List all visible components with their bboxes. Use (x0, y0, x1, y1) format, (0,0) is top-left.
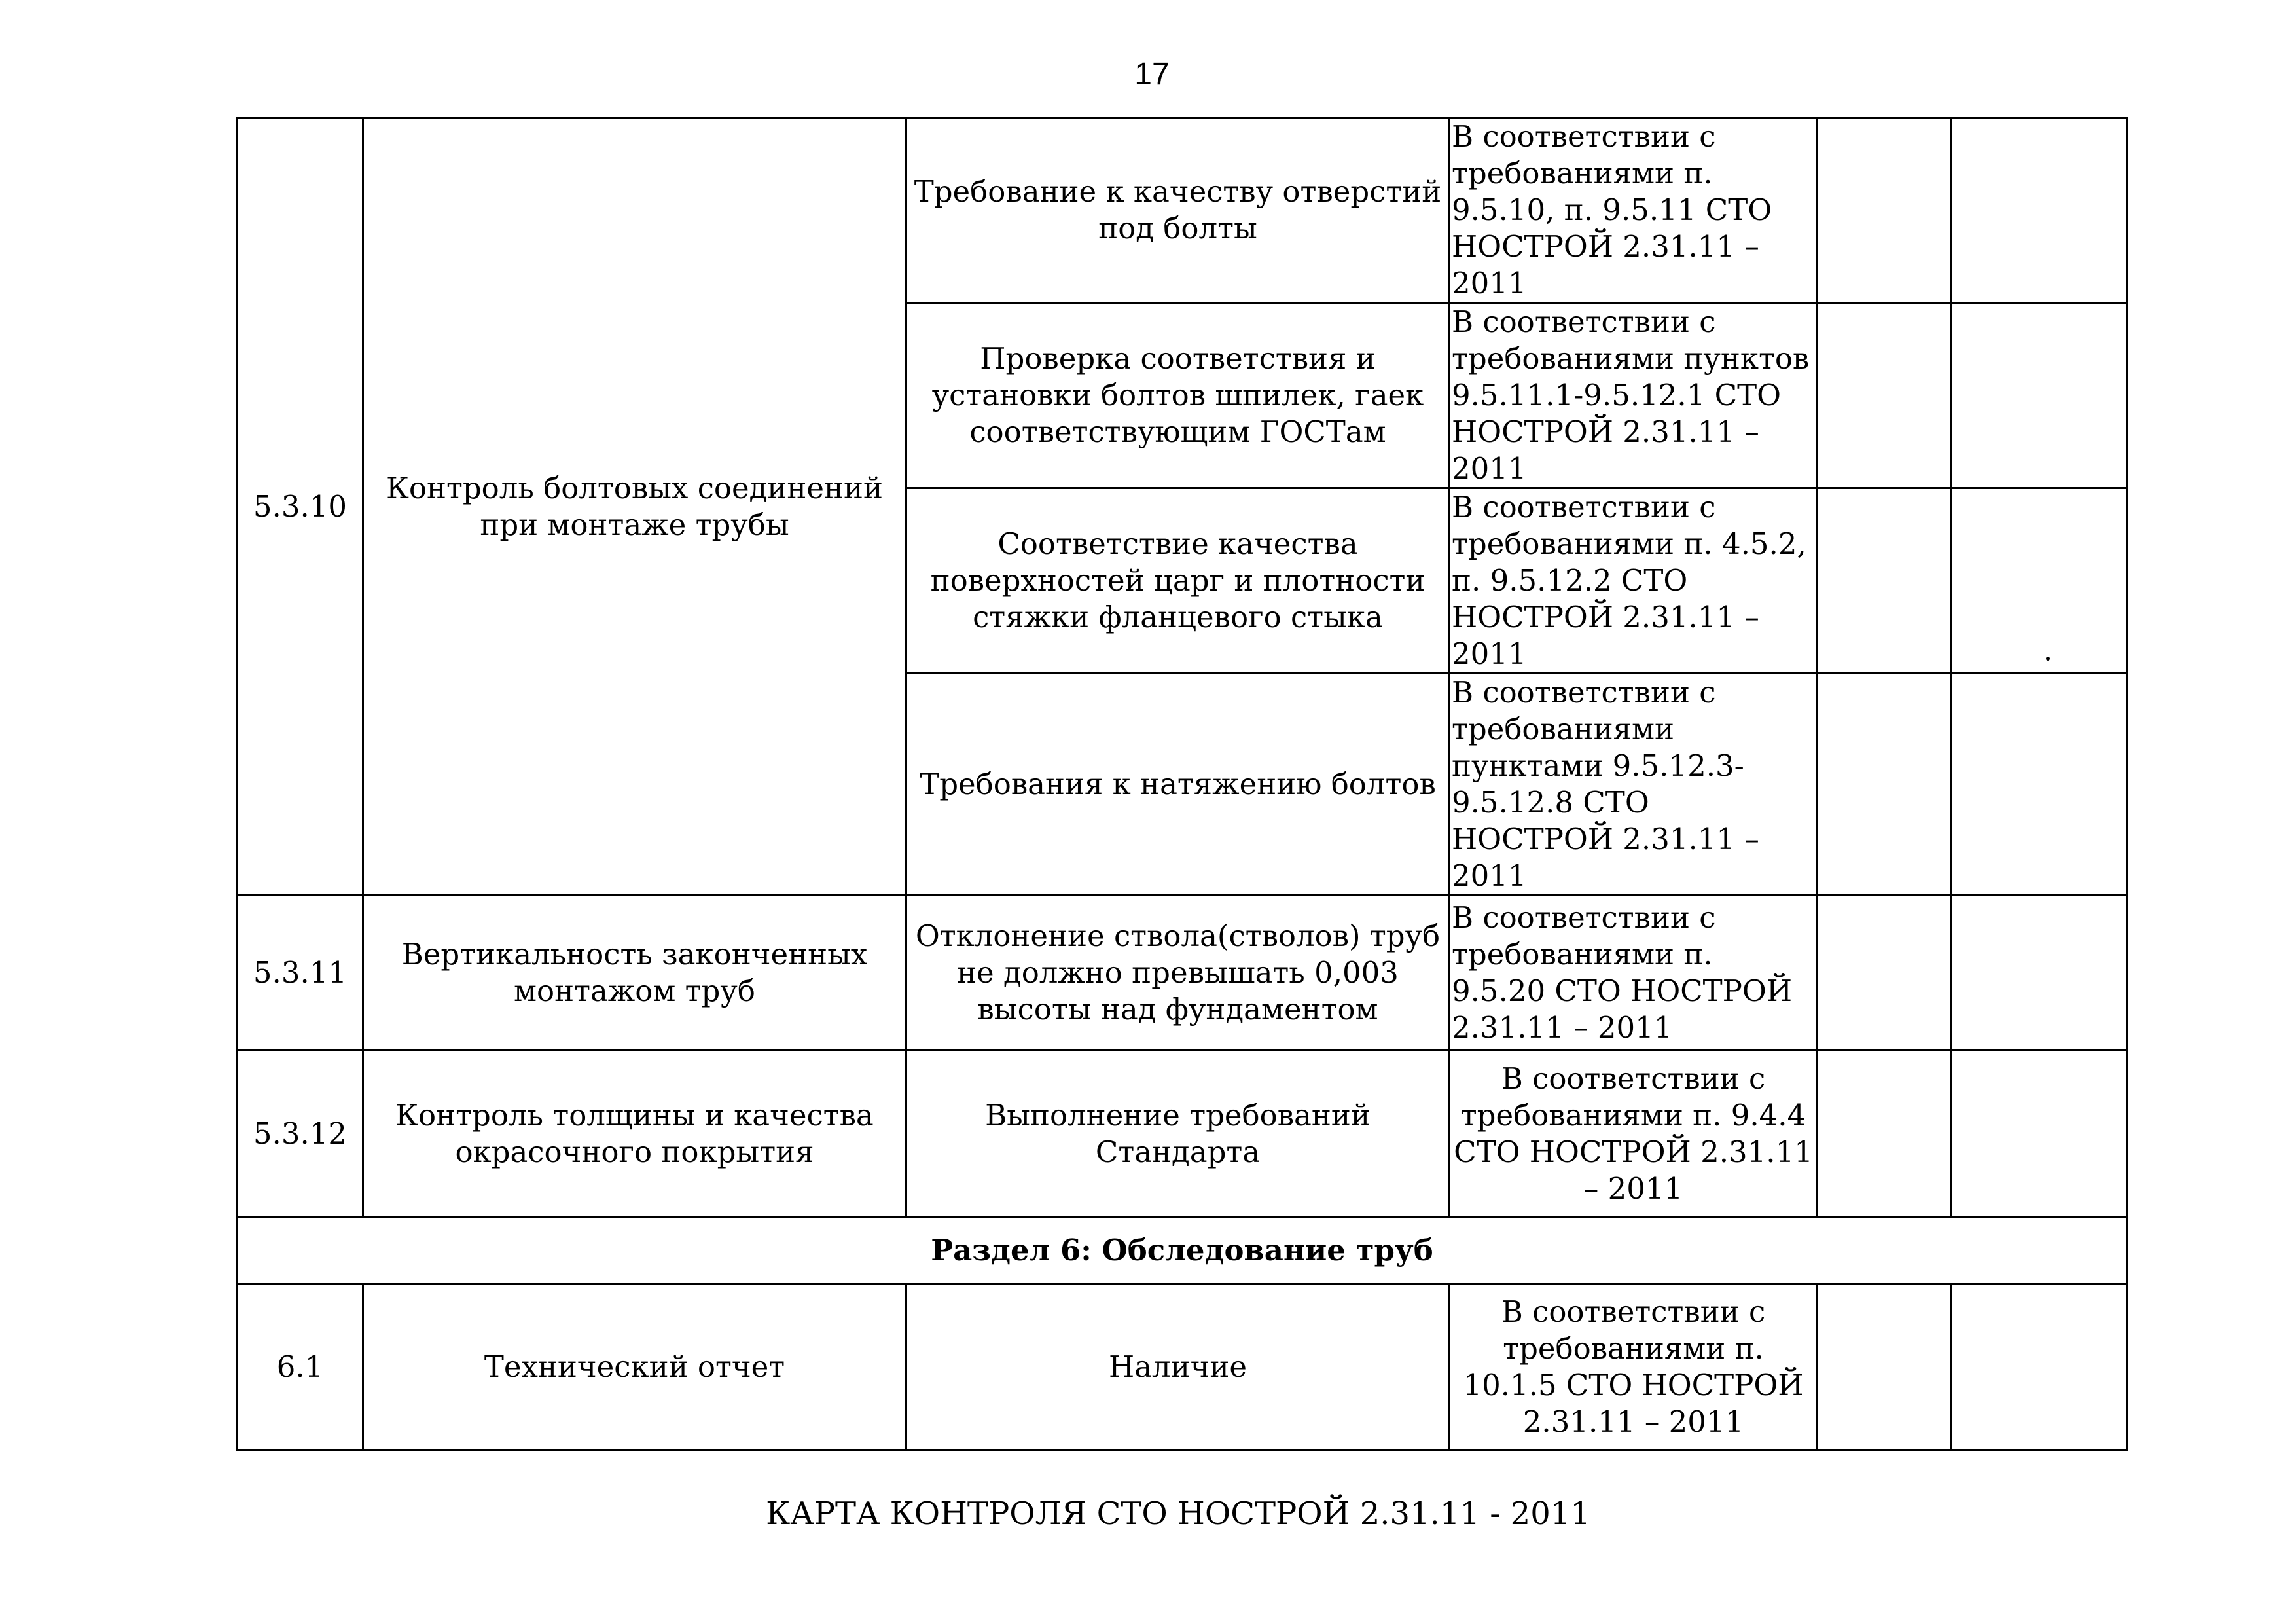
page-number: 17 (1134, 57, 1170, 92)
reference-cell: В соответствии с требованиями пунктов 9.5.11.1-9.5.12.1 СТО НОСТРОЙ 2.31.11 – 2011 (1450, 303, 1818, 488)
empty-cell (1818, 1285, 1951, 1450)
reference-cell: В соответствии с требованиями п. 9.4.4 СТО НОСТРОЙ 2.31.11 – 2011 (1450, 1051, 1818, 1217)
reference-cell: В соответствии с требованиями пунктами 9.5.12.3-9.5.12.8 СТО НОСТРОЙ 2.31.11 – 2011 (1450, 674, 1818, 896)
control-table (236, 117, 2128, 1451)
item-name-cell: Вертикальность законченных монтажом труб (363, 896, 906, 1051)
item-name-cell: Контроль болтовых соединений при монтаже трубы (363, 118, 906, 896)
item-number-cell: 5.3.10 (238, 118, 363, 896)
requirement-cell: Наличие (906, 1285, 1450, 1450)
requirement-cell: Требование к качеству отверстий под болты (906, 118, 1450, 303)
section-title: Раздел 6: Обследование труб (238, 1217, 2127, 1285)
section-header-row (238, 1217, 2127, 1285)
empty-cell (1951, 896, 2127, 1051)
table-row (238, 118, 2127, 303)
item-number-cell: 6.1 (238, 1285, 363, 1450)
empty-cell (1951, 118, 2127, 303)
stray-dot-mark (2046, 657, 2050, 661)
empty-cell (1818, 1051, 1951, 1217)
table-row (238, 896, 2127, 1051)
requirement-cell: Проверка соответствия и установки болтов шпилек, гаек соответствующим ГОСТам (906, 303, 1450, 488)
requirement-cell: Отклонение ствола(стволов) труб не должно превышать 0,003 высоты над фундаментом (906, 896, 1450, 1051)
reference-cell: В соответствии с требованиями п. 4.5.2, п. 9.5.12.2 СТО НОСТРОЙ 2.31.11 – 2011 (1450, 488, 1818, 674)
empty-cell (1818, 674, 1951, 896)
item-number-cell: 5.3.12 (238, 1051, 363, 1217)
empty-cell (1818, 118, 1951, 303)
reference-cell: В соответствии с требованиями п. 9.5.20 СТО НОСТРОЙ 2.31.11 – 2011 (1450, 896, 1818, 1051)
requirement-cell: Выполнение требований Стандарта (906, 1051, 1450, 1217)
item-name-cell: Контроль толщины и качества окрасочного покрытия (363, 1051, 906, 1217)
item-name-cell: Технический отчет (363, 1285, 906, 1450)
empty-cell (1951, 488, 2127, 674)
requirement-cell: Соответствие качества поверхностей царг и плотности стяжки фланцевого стыка (906, 488, 1450, 674)
table-row (238, 1051, 2127, 1217)
item-number-cell: 5.3.11 (238, 896, 363, 1051)
table-row (238, 1285, 2127, 1450)
footer-title: КАРТА КОНТРОЛЯ СТО НОСТРОЙ 2.31.11 - 2011 (766, 1495, 1590, 1532)
empty-cell (1951, 1051, 2127, 1217)
empty-cell (1818, 896, 1951, 1051)
requirement-cell: Требования к натяжению болтов (906, 674, 1450, 896)
empty-cell (1951, 674, 2127, 896)
reference-cell: В соответствии с требованиями п. 9.5.10, п. 9.5.11 СТО НОСТРОЙ 2.31.11 – 2011 (1450, 118, 1818, 303)
reference-cell: В соответствии с требованиями п. 10.1.5 СТО НОСТРОЙ 2.31.11 – 2011 (1450, 1285, 1818, 1450)
empty-cell (1951, 303, 2127, 488)
empty-cell (1818, 303, 1951, 488)
empty-cell (1951, 1285, 2127, 1450)
empty-cell (1818, 488, 1951, 674)
